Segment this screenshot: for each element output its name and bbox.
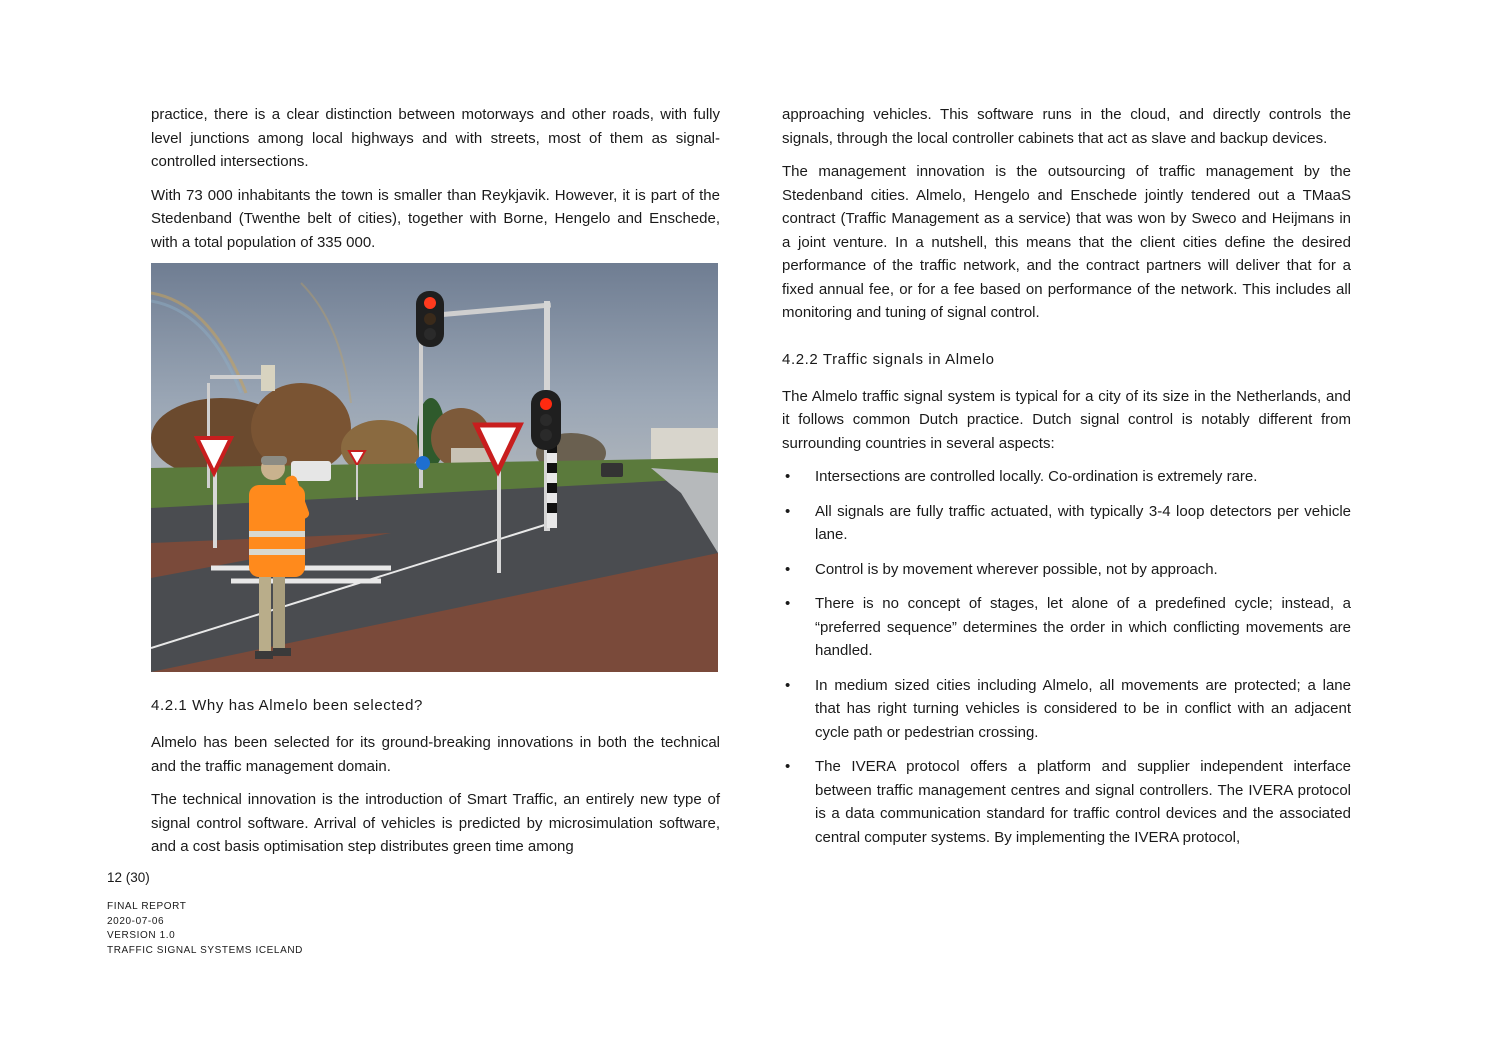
list-item: • Intersections are controlled locally. Co-ordination is extremely rare. bbox=[782, 465, 1351, 489]
list-item: • There is no concept of stages, let alone of a predefined cycle; instead, a “preferred sequence” determines the order in which conflicting movements are handled. bbox=[782, 592, 1351, 663]
bullet-icon: • bbox=[785, 595, 791, 612]
left-paragraph-3: Almelo has been selected for its ground-breaking innovations in both the technical and the traffic management domain. bbox=[151, 734, 720, 775]
left-paragraph-4: The technical innovation is the introduction of Smart Traffic, an entirely new type of signal control software. Arrival of vehicles is predicted by microsimulation software, and a cost basis optimisation step distributes green time among bbox=[151, 791, 720, 855]
dutch-practice-list bbox=[782, 465, 1351, 849]
footer-version: VERSION 1.0 bbox=[107, 930, 176, 941]
page-number: 12 (30) bbox=[107, 870, 150, 885]
left-column-lower bbox=[151, 697, 720, 869]
right-paragraph-1: approaching vehicles. This software runs in the cloud, and directly controls the signals, through the local controller cabinets that act as slave and backup devices. bbox=[782, 106, 1351, 147]
left-paragraph-2: With 73 000 inhabitants the town is smaller than Reykjavik. However, it is part of the Stedenband (Twenthe belt of cities), together with Borne, Hengelo and Enschede, with a total population of 335 000. bbox=[151, 186, 720, 251]
bullet-icon: • bbox=[785, 502, 791, 520]
section-heading-4-2-2: 4.2.2 Traffic signals in Almelo bbox=[782, 350, 995, 368]
left-paragraph-1: practice, there is a clear distinction between motorways and other roads, with fully level junctions among local highways and with streets, most of them as signal-controlled intersections. bbox=[151, 106, 720, 170]
list-item: • All signals are fully traffic actuated, with typically 3-4 loop detectors per vehicle lane. bbox=[782, 500, 1351, 547]
right-column bbox=[782, 103, 1351, 860]
bullet-icon: • bbox=[785, 560, 791, 578]
footer-block bbox=[107, 900, 303, 958]
left-column bbox=[151, 103, 720, 264]
list-item: • Control is by movement wherever possible, not by approach. bbox=[782, 558, 1351, 582]
right-paragraph-3: The Almelo traffic signal system is typical for a city of its size in the Netherlands, and it follows common Dutch practice. Dutch signal control is notably different from surrounding countries in several aspects: bbox=[782, 387, 1351, 452]
list-item: • The IVERA protocol offers a platform and supplier independent interface between traffic management centres and signal controllers. The IVERA protocol is a data communication standard for traffic control devices and the associated central computer systems. By implementing the IVERA protocol, bbox=[782, 755, 1351, 849]
section-heading-4-2-1: 4.2.1 Why has Almelo been selected? bbox=[151, 697, 423, 714]
footer-report-type: FINAL REPORT bbox=[107, 901, 187, 912]
bullet-icon: • bbox=[785, 468, 791, 485]
intersection-photo bbox=[151, 263, 718, 672]
bullet-icon: • bbox=[785, 676, 791, 694]
right-paragraph-2: The management innovation is the outsourcing of traffic management by the Stedenband cities. Almelo, Hengelo and Enschede jointly tendered out a TMaaS contract (Traffic Management as a service) that was won by Sweco and Heijmans in a joint venture. In a nutshell, this means that the client cities define the desired performance of the traffic network, and the contract partners will deliver that for a fixed annual fee, or for a fee based on performance of the network. This includes all monitoring and tuning of signal control. bbox=[782, 163, 1351, 321]
footer-document-title: TRAFFIC SIGNAL SYSTEMS ICELAND bbox=[107, 944, 303, 956]
bullet-icon: • bbox=[785, 758, 791, 775]
footer-date: 2020-07-06 bbox=[107, 915, 165, 927]
list-item: • In medium sized cities including Almelo, all movements are protected; a lane that has right turning vehicles is considered to be in conflict with an adjacent cycle path or pedestrian crossing. bbox=[782, 674, 1351, 745]
